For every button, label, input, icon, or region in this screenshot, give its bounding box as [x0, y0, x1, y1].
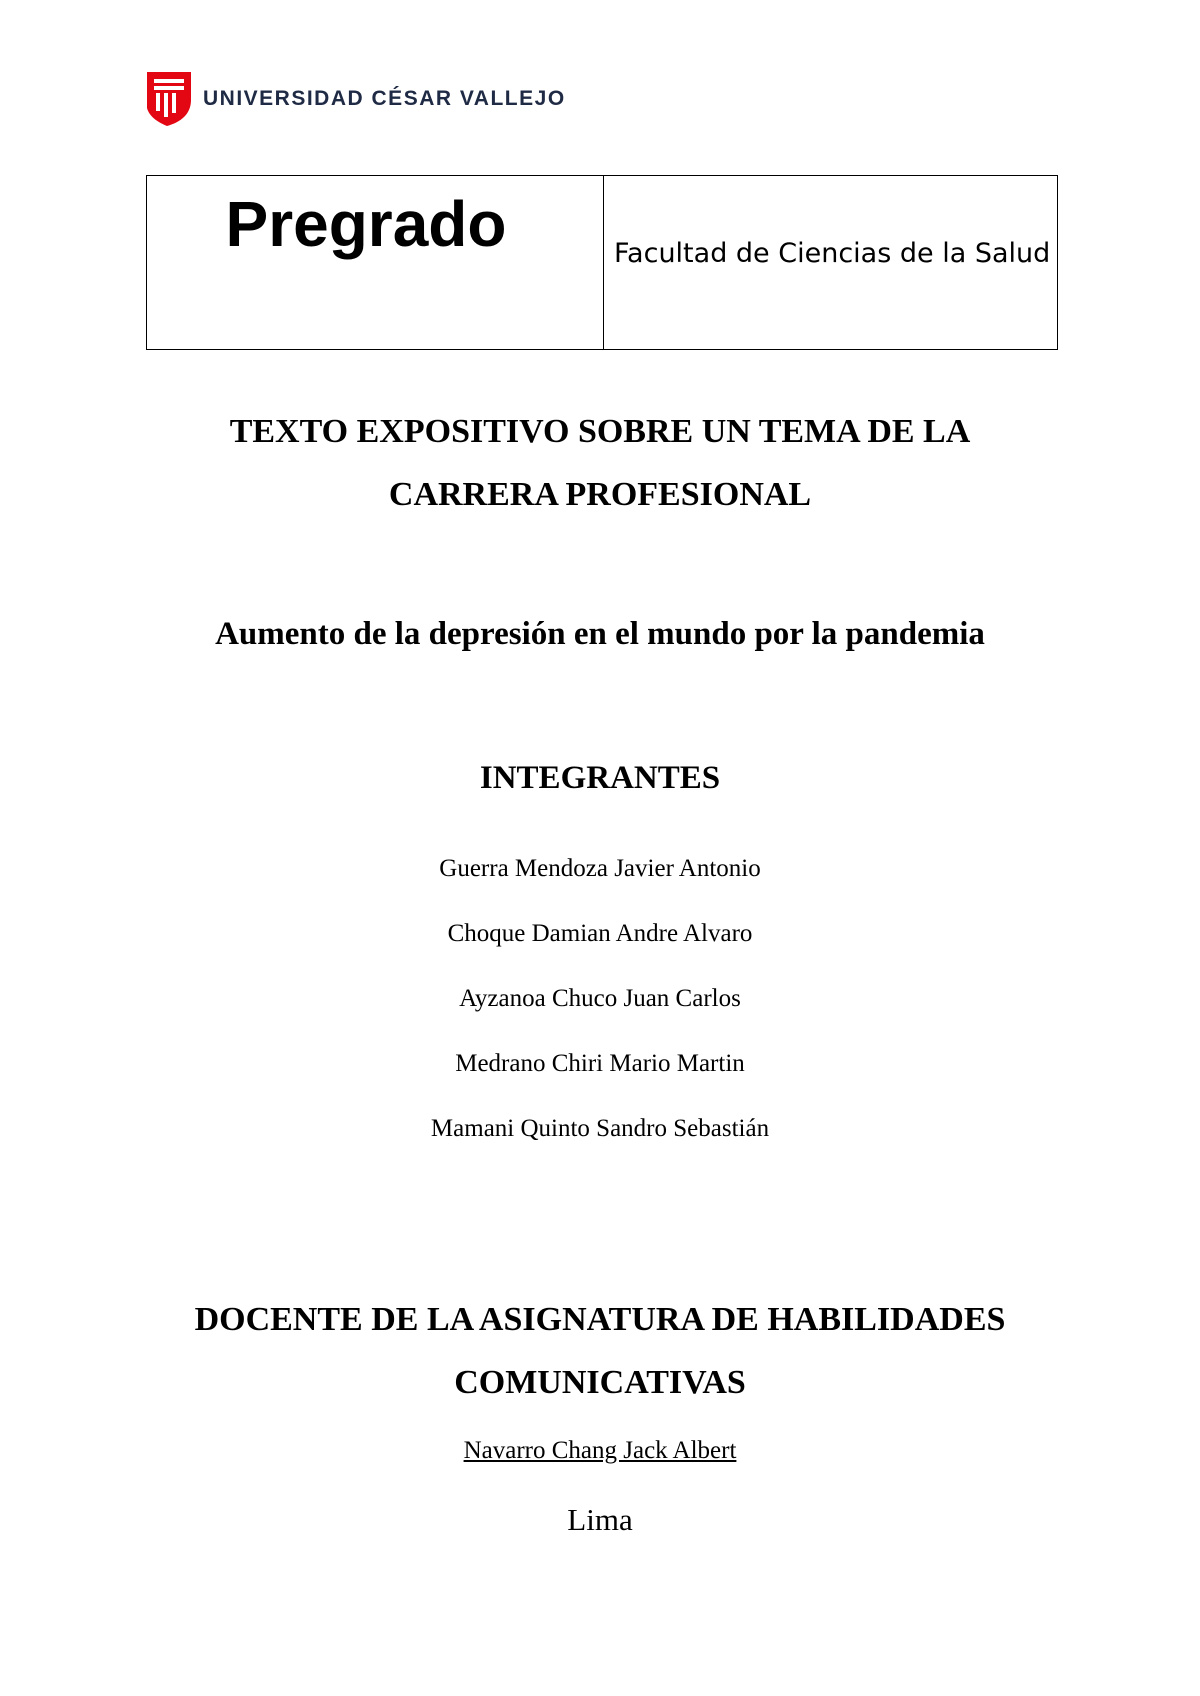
program-level: Pregrado: [225, 188, 507, 260]
city: Lima: [567, 1502, 633, 1537]
members-heading: INTEGRANTES: [479, 760, 721, 796]
teacher-name-row: [0, 1434, 1200, 1468]
member-name: Ayzanoa Chuco Juan Carlos: [459, 985, 741, 1012]
member-name: Choque Damian Andre Alvaro: [447, 920, 753, 947]
document-title: [0, 400, 1200, 526]
university-name: UNIVERSIDAD CÉSAR VALLEJO: [203, 87, 566, 110]
member-name: Medrano Chiri Mario Martin: [455, 1050, 745, 1077]
university-shield-icon: [145, 70, 193, 128]
member-name: Guerra Mendoza Javier Antonio: [439, 855, 761, 882]
document-title-line-2: CARRERA PROFESIONAL: [388, 476, 812, 513]
document-subtitle: Aumento de la depresión en el mundo por la pandemia: [215, 616, 985, 652]
members-list: [0, 836, 1200, 1161]
member-name: Mamani Quinto Sandro Sebastián: [430, 1115, 770, 1142]
faculty-cell: [604, 176, 1058, 350]
header-table: [146, 175, 1058, 350]
teacher-heading-line-1: DOCENTE DE LA ASIGNATURA DE HABILIDADES: [194, 1301, 1006, 1338]
teacher-heading: [0, 1288, 1200, 1414]
document-title-line-1: TEXTO EXPOSITIVO SOBRE UN TEMA DE LA: [229, 413, 971, 450]
teacher-heading-line-2: COMUNICATIVAS: [454, 1364, 746, 1401]
faculty-name: Facultad de Ciencias de la Salud: [614, 238, 1051, 269]
teacher-name: Navarro Chang Jack Albert: [463, 1437, 737, 1464]
program-level-cell: [147, 176, 604, 350]
university-logo: [145, 70, 566, 128]
